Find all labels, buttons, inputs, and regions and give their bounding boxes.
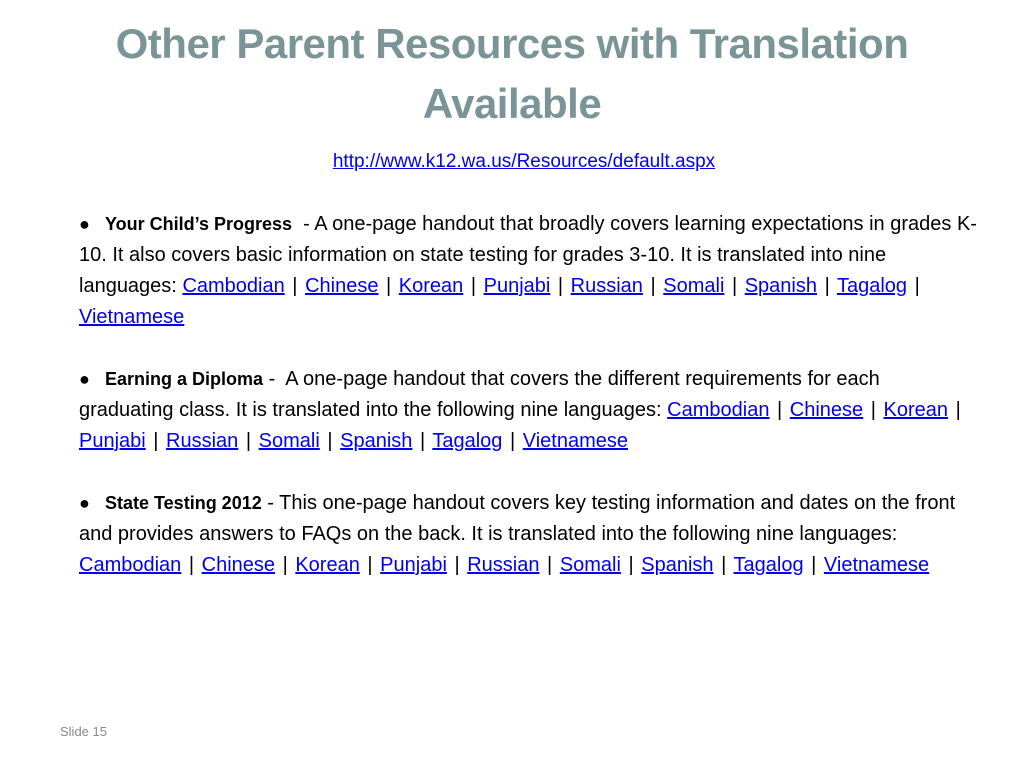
language-link-korean[interactable]: Korean: [398, 275, 464, 297]
language-link-somali[interactable]: Somali: [663, 275, 725, 297]
link-separator: |: [282, 554, 288, 576]
language-link-tagalog[interactable]: Tagalog: [733, 554, 804, 576]
link-separator: |: [824, 275, 830, 297]
link-separator: |: [245, 430, 252, 452]
language-link-cambodian[interactable]: Cambodian: [182, 275, 285, 297]
language-link-tagalog[interactable]: Tagalog: [836, 275, 908, 297]
slide-title: Other Parent Resources with Translation Available: [115, 20, 909, 127]
link-separator: |: [419, 430, 426, 452]
resource-description: This one-page handout covers key testing information and dates on the front and provides answers to FAQs on the back. It is translated into the following nine languages:: [79, 492, 956, 545]
resource-title: State Testing 2012: [105, 493, 262, 513]
language-link-spanish[interactable]: Spanish: [744, 275, 817, 297]
language-links: [79, 554, 929, 576]
resource-earning-a-diploma: [79, 364, 979, 457]
language-link-spanish[interactable]: Spanish: [340, 430, 413, 452]
resource-description: A one-page handout that covers the different requirements for each graduating class. It is translated into the following nine languages:: [79, 368, 880, 421]
language-link-vietnamese[interactable]: Vietnamese: [823, 554, 930, 576]
resources-url-link[interactable]: http://www.k12.wa.us/Resources/default.aspx: [332, 151, 716, 172]
link-separator: |: [470, 275, 477, 297]
link-separator: |: [327, 430, 333, 452]
language-link-cambodian[interactable]: Cambodian: [79, 554, 182, 576]
language-link-punjabi[interactable]: Punjabi: [483, 275, 551, 297]
language-link-chinese[interactable]: Chinese: [201, 554, 276, 576]
bullet-icon: ●: [79, 493, 90, 513]
language-link-punjabi[interactable]: Punjabi: [79, 430, 146, 452]
slide-number: Slide 15: [60, 724, 107, 739]
language-link-chinese[interactable]: Chinese: [789, 399, 864, 421]
link-separator: |: [557, 275, 564, 297]
link-separator: |: [650, 275, 656, 297]
language-link-korean[interactable]: Korean: [295, 554, 360, 576]
language-link-somali[interactable]: Somali: [258, 430, 320, 452]
resource-list: [79, 209, 979, 612]
link-separator: |: [454, 554, 460, 576]
link-separator: |: [721, 554, 727, 576]
resource-title: Earning a Diploma: [105, 369, 264, 389]
link-separator: |: [386, 275, 392, 297]
resource-title-separator: -: [263, 368, 286, 390]
language-link-cambodian[interactable]: Cambodian: [667, 399, 770, 421]
resource-title-separator: -: [292, 213, 315, 235]
link-separator: |: [188, 554, 195, 576]
link-separator: |: [777, 399, 783, 421]
link-separator: |: [914, 275, 920, 297]
link-separator: |: [870, 399, 876, 421]
link-separator: |: [731, 275, 738, 297]
language-link-korean[interactable]: Korean: [883, 399, 948, 421]
language-link-vietnamese[interactable]: Vietnamese: [79, 306, 185, 328]
link-separator: |: [628, 554, 634, 576]
link-separator: |: [292, 275, 298, 297]
language-link-russian[interactable]: Russian: [166, 430, 239, 452]
language-link-somali[interactable]: Somali: [559, 554, 621, 576]
link-separator: |: [547, 554, 553, 576]
link-separator: |: [153, 430, 159, 452]
language-link-russian[interactable]: Russian: [570, 275, 643, 297]
link-separator: |: [955, 399, 961, 421]
language-link-chinese[interactable]: Chinese: [305, 275, 379, 297]
language-link-tagalog[interactable]: Tagalog: [432, 430, 503, 452]
resource-description: A one-page handout that broadly covers learning expectations in grades K-10. It also covers basic information on state testing for grades 3-10. It is translated into nine languages:: [79, 213, 977, 297]
language-link-spanish[interactable]: Spanish: [641, 554, 714, 576]
link-separator: |: [811, 554, 817, 576]
language-links: [79, 275, 922, 328]
resources-url-container: [0, 148, 1024, 176]
link-separator: |: [509, 430, 516, 452]
language-link-vietnamese[interactable]: Vietnamese: [522, 430, 629, 452]
language-link-punjabi[interactable]: Punjabi: [380, 554, 447, 576]
bullet-icon: ●: [79, 369, 90, 389]
resource-title-separator: -: [261, 492, 280, 514]
bullet-icon: ●: [79, 214, 90, 234]
resource-your-childs-progress: [79, 209, 979, 333]
language-link-russian[interactable]: Russian: [467, 554, 540, 576]
resource-title: Your Child’s Progress: [105, 214, 293, 234]
link-separator: |: [367, 554, 373, 576]
resource-state-testing-2012: [79, 488, 979, 581]
